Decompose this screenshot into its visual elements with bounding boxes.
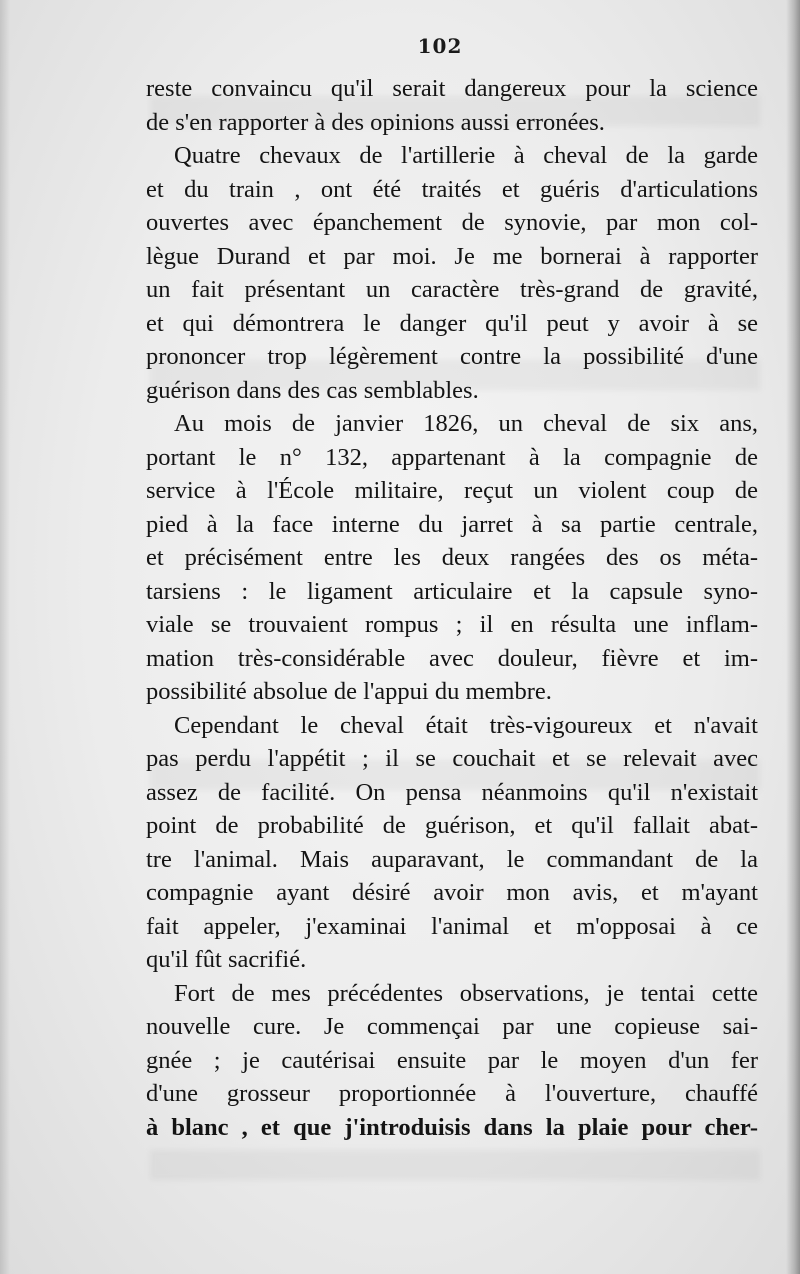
text-line: assez de facilité. On pensa néanmoins qu'il n'existait <box>146 778 758 806</box>
text-line: guérison dans des cas semblables. <box>146 376 479 404</box>
text-line: mation très-considérable avec douleur, fièvre et im- <box>146 644 758 672</box>
text-line: lègue Durand et par moi. Je me bornerai à rapporter <box>146 242 758 270</box>
text-line: ouvertes avec épanchement de synovie, par mon col- <box>146 209 758 236</box>
text-line: service à l'École militaire, reçut un violent coup de <box>146 477 758 504</box>
paragraph <box>146 72 758 139</box>
text-line: gnée ; je cautérisai ensuite par le moyen d'un fer <box>146 1046 758 1074</box>
text-line: pied à la face interne du jarret à sa partie centrale, <box>146 510 758 538</box>
paragraph <box>146 139 758 407</box>
text-line: de s'en rapporter à des opinions aussi erronées. <box>146 108 605 136</box>
text-line: compagnie ayant désiré avoir mon avis, et m'ayant <box>146 879 758 906</box>
text-line: tarsiens : le ligament articulaire et la capsule syno- <box>146 577 758 605</box>
paragraph <box>146 977 758 1145</box>
text-line: à blanc , et que j'introduisis dans la plaie pour cher- <box>146 1113 758 1141</box>
text-line: prononcer trop légèrement contre la possibilité d'une <box>146 343 758 370</box>
text-line: nouvelle cure. Je commençai par une copieuse sai- <box>146 1013 758 1040</box>
text-line: pas perdu l'appétit ; il se couchait et se relevait avec <box>146 745 758 772</box>
paragraph <box>146 709 758 977</box>
text-line: Au mois de janvier 1826, un cheval de six ans, <box>174 410 758 437</box>
text-line: tre l'animal. Mais auparavant, le commandant de la <box>146 845 758 873</box>
text-line: d'une grosseur proportionnée à l'ouverture, chauffé <box>146 1080 758 1107</box>
text-line: fait appeler, j'examinai l'animal et m'opposai à ce <box>146 912 758 940</box>
text-line: viale se trouvaient rompus ; il en résulta une inflam- <box>146 611 758 638</box>
page-right-shadow <box>786 0 800 1274</box>
page-number: 102 <box>417 34 463 58</box>
text-line: reste convaincu qu'il serait dangereux pour la science <box>146 75 758 102</box>
text-line: et du train , ont été traités et guéris d'articulations <box>146 175 758 203</box>
text-line: Quatre chevaux de l'artillerie à cheval de la garde <box>174 142 758 169</box>
text-line: possibilité absolue de l'appui du membre. <box>146 678 552 705</box>
show-through-shadow <box>150 1150 760 1180</box>
text-line: et qui démontrera le danger qu'il peut y avoir à se <box>146 309 758 337</box>
text-line: Cependant le cheval était très-vigoureux et n'avait <box>174 711 758 739</box>
text-line: point de probabilité de guérison, et qu'il fallait abat- <box>146 812 758 839</box>
body-text <box>146 72 758 1144</box>
text-line: portant le n° 132, appartenant à la compagnie de <box>146 443 758 471</box>
text-line: qu'il fût sacrifié. <box>146 946 307 973</box>
text-line: Fort de mes précédentes observations, je tentai cette <box>174 979 758 1007</box>
page-left-shadow <box>0 0 10 1274</box>
text-line: et précisément entre les deux rangées des os méta- <box>146 544 758 571</box>
paragraph <box>146 407 758 709</box>
text-line: un fait présentant un caractère très-grand de gravité, <box>146 276 758 303</box>
